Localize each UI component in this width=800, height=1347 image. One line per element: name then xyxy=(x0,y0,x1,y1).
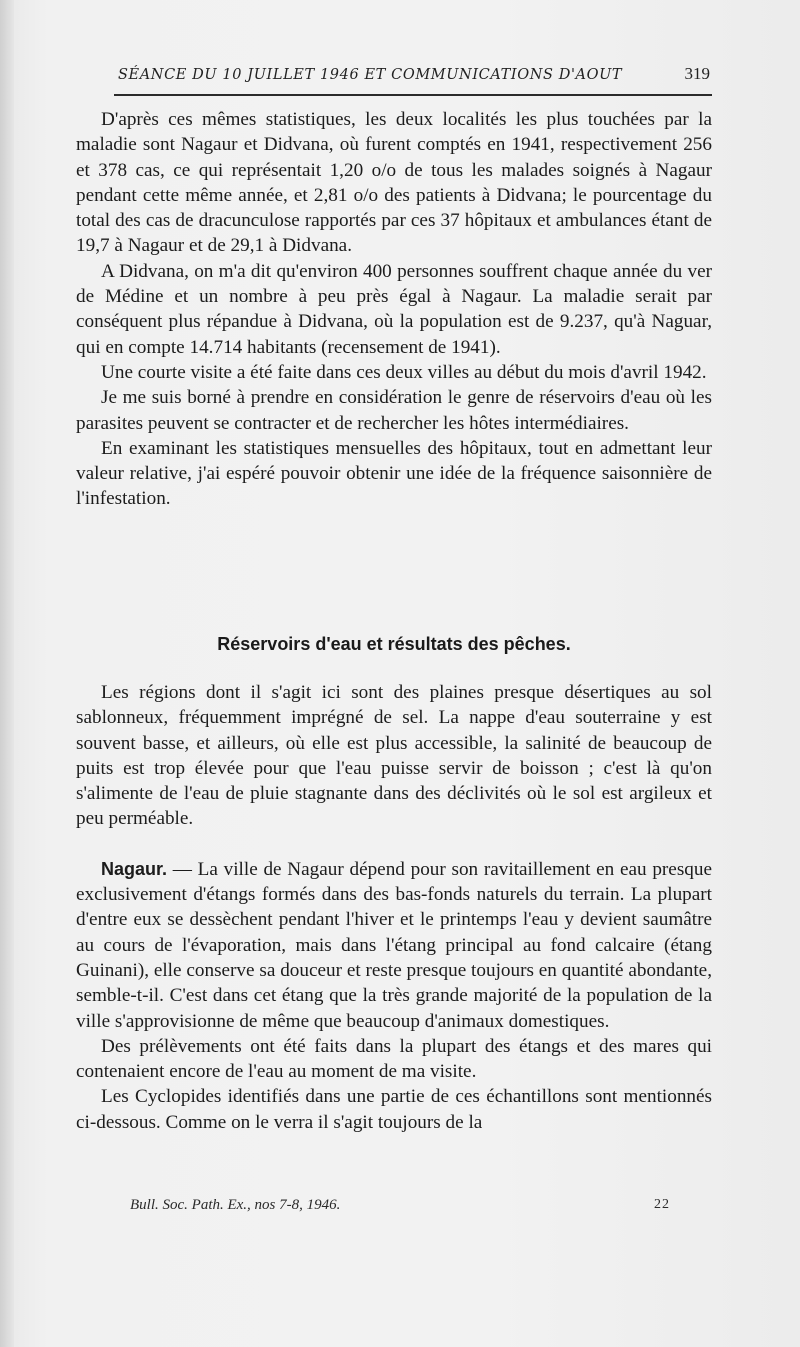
paragraph-hospital-stats: En examinant les statistiques mensuelles des hôpitaux, tout en admettant leur valeur relative, j'ai espéré pouvoir obtenir une idée de la fréquence saisonnière de l'infestation. xyxy=(76,437,712,510)
nagaur-run-in-heading: Nagaur. xyxy=(101,858,168,879)
paragraph-method: Je me suis borné à prendre en considération le genre de réservoirs d'eau où les parasites peuvent se contracter et de rechercher les hôtes intermédiaires. xyxy=(76,387,712,434)
footer-signature-mark: 22 xyxy=(654,1197,670,1212)
nagaur-text: — La ville de Nagaur dépend pour son ravitaillement en eau presque exclusivement d'étangs formés dans des bas-fonds naturels du terrain. La plupart d'entre eux se dessèchent pendant l'hiver et le printemps l'eau y devient saumâtre au cours de l'évaporation, mais dans l'étang principal au fond calcaire (étang Guinani), elle conserve sa douceur et reste presque toujours en quantité abondante, semble-t-il. C'est dans cet étang que la très grande majorité de la population de la ville s'approvisionne de même que beaucoup d'animaux domestiques. xyxy=(76,858,712,1032)
page-footer xyxy=(130,1197,670,1214)
paragraph-statistics: D'après ces mêmes statistiques, les deux localités les plus touchées par la maladie sont Nagaur et Didvana, où furent comptés en 1941, respectivement 256 et 378 cas, ce qui représentait 1,20 o/o de tous les malades soignés à Nagaur pendant cette même année, et 2,81 o/o des patients à Didvana; le pourcentage du total des cas de dracunculose rapportés par ces 37 hôpitaux et ambulances étant de 19,7 à Nagaur et de 29,1 à Didvana. xyxy=(76,109,712,257)
paragraph-nagaur xyxy=(76,857,712,1034)
body-text-top xyxy=(76,107,712,512)
body-text-section xyxy=(76,680,712,1135)
paragraph-didvana: A Didvana, on m'a dit qu'environ 400 personnes souffrent chaque année du ver de Médine et un nombre à peu près égal à Nagaur. La maladie serait par conséquent plus répandue à Didvana, où la population est de 9.237, qu'à Naguar, qui en compte 14.714 habitants (recensement de 1941). xyxy=(76,260,712,358)
page-gutter-shadow xyxy=(0,0,14,1347)
paragraph-cyclopides: Les Cyclopides identifiés dans une partie de ces échantillons sont mentionnés ci-dessous. Comme on le verra il s'agit toujours de la xyxy=(76,1086,712,1133)
page-number: 319 xyxy=(684,64,710,83)
section-heading: Réservoirs d'eau et résultats des pêches. xyxy=(217,634,571,654)
running-header xyxy=(118,64,710,90)
footer-journal-citation: Bull. Soc. Path. Ex., nos 7-8, 1946. xyxy=(130,1197,341,1213)
paragraph-samples: Des prélèvements ont été faits dans la plupart des étangs et des mares qui contenaient encore de l'eau au moment de ma visite. xyxy=(76,1035,712,1083)
paragraph-regions: Les régions dont il s'agit ici sont des plaines presque désertiques au sol sablonneux, fréquemment imprégné de sel. La nappe d'eau souterraine y est souvent basse, et ailleurs, où elle est plus accessible, la salinité de beaucoup de puits est trop élevée pour que l'eau puisse servir de boisson ; c'est là qu'on s'alimente de l'eau de pluie stagnante dans des déclivités où le sol est argileux et peu perméable. xyxy=(76,682,712,830)
header-rule xyxy=(114,94,712,96)
running-header-title: SÉANCE DU 10 JUILLET 1946 ET COMMUNICATIONS D'AOUT xyxy=(118,67,623,83)
paragraph-visit: Une courte visite a été faite dans ces deux villes au début du mois d'avril 1942. xyxy=(101,361,707,383)
